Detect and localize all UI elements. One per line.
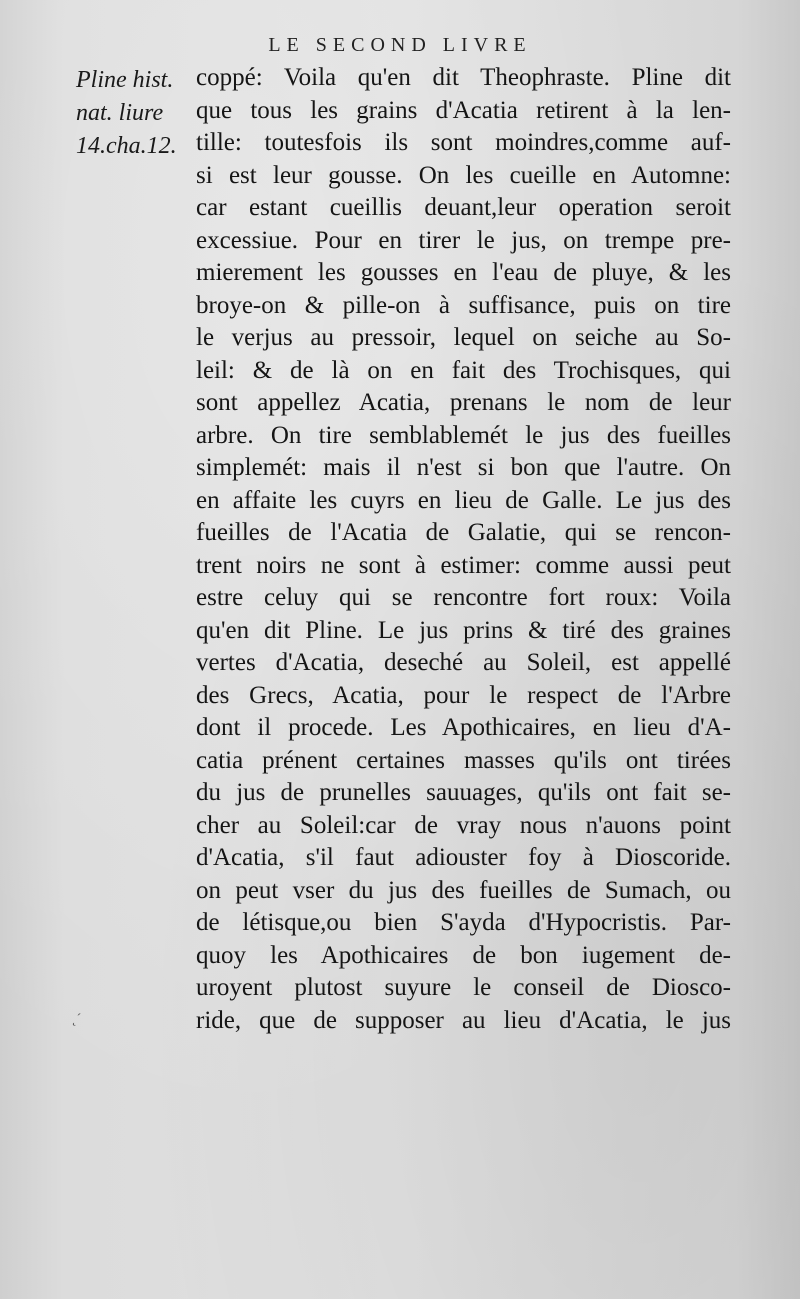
text-line: dont il procede. Les Apothicaires, en lieu d'A- [196, 714, 731, 741]
text-line: simplemét: mais il n'est si bon que l'autre. On [196, 454, 731, 481]
text-line: car estant cueillis deuant,leur operation seroit [196, 194, 731, 221]
text-line: du jus de prunelles sauuages, qu'ils ont fait se- [196, 779, 731, 806]
text-line: le verjus au pressoir, lequel on seiche au So- [196, 324, 731, 351]
text-line: catia prénent certaines masses qu'ils ont tirées [196, 746, 731, 774]
text-line: qu'en dit Pline. Le jus prins & tiré des graines [196, 616, 731, 644]
text-line: coppé: Voila qu'en dit Theophraste. Pline dit [196, 64, 731, 91]
text-line: uroyent plutost suyure le conseil de Diosco- [196, 974, 731, 1001]
text-line: trent noirs ne sont à estimer: comme aussi peut [196, 551, 731, 579]
text-line: d'Acatia, s'il faut adiouster foy à Dioscoride. [196, 844, 731, 871]
body-text [196, 62, 731, 1037]
text-line: arbre. On tire semblablemét le jus des fueilles [196, 421, 731, 449]
ink-speck: ˛´ [72, 1012, 82, 1027]
text-line: sont appellez Acatia, prenans le nom de leur [196, 389, 731, 416]
text-line: quoy les Apothicaires de bon iugement de- [196, 941, 731, 969]
text-line: des Grecs, Acatia, pour le respect de l'Arbre [196, 681, 731, 709]
text-line: tille: toutesfois ils sont moindres,comme auf- [196, 129, 731, 156]
text-line: leil: & de là on en fait des Trochisques, qui [196, 356, 731, 384]
running-head: LE SECOND LIVRE [268, 34, 532, 56]
text-line: ride, que de supposer au lieu d'Acatia, le jus [196, 1006, 731, 1034]
margin-note-line: Pline hist. [76, 67, 174, 93]
text-line: estre celuy qui se rencontre fort roux: Voila [196, 584, 731, 611]
text-line: fueilles de l'Acatia de Galatie, qui se rencon- [196, 519, 731, 546]
text-line: de létisque,ou bien S'ayda d'Hypocristis. Par- [196, 909, 731, 936]
text-line: si est leur gousse. On les cueille en Automne: [196, 161, 731, 189]
margin-note [76, 64, 196, 163]
margin-note-line: nat. liure [76, 100, 164, 126]
margin-note-line: 14.cha.12. [76, 133, 177, 159]
text-line: que tous les grains d'Acatia retirent à la len- [196, 96, 731, 124]
text-line: vertes d'Acatia, deseché au Soleil, est appellé [196, 649, 731, 676]
text-line: mierement les gousses en l'eau de pluye, & les [196, 259, 731, 286]
text-line: on peut vser du jus des fueilles de Sumach, ou [196, 876, 731, 904]
text-line: broye-on & pille-on à suffisance, puis on tire [196, 291, 731, 319]
text-line: en affaite les cuyrs en lieu de Galle. Le jus des [196, 486, 731, 514]
text-line: cher au Soleil:car de vray nous n'auons point [196, 811, 731, 839]
text-line: excessiue. Pour en tirer le jus, on trempe pre- [196, 226, 731, 254]
